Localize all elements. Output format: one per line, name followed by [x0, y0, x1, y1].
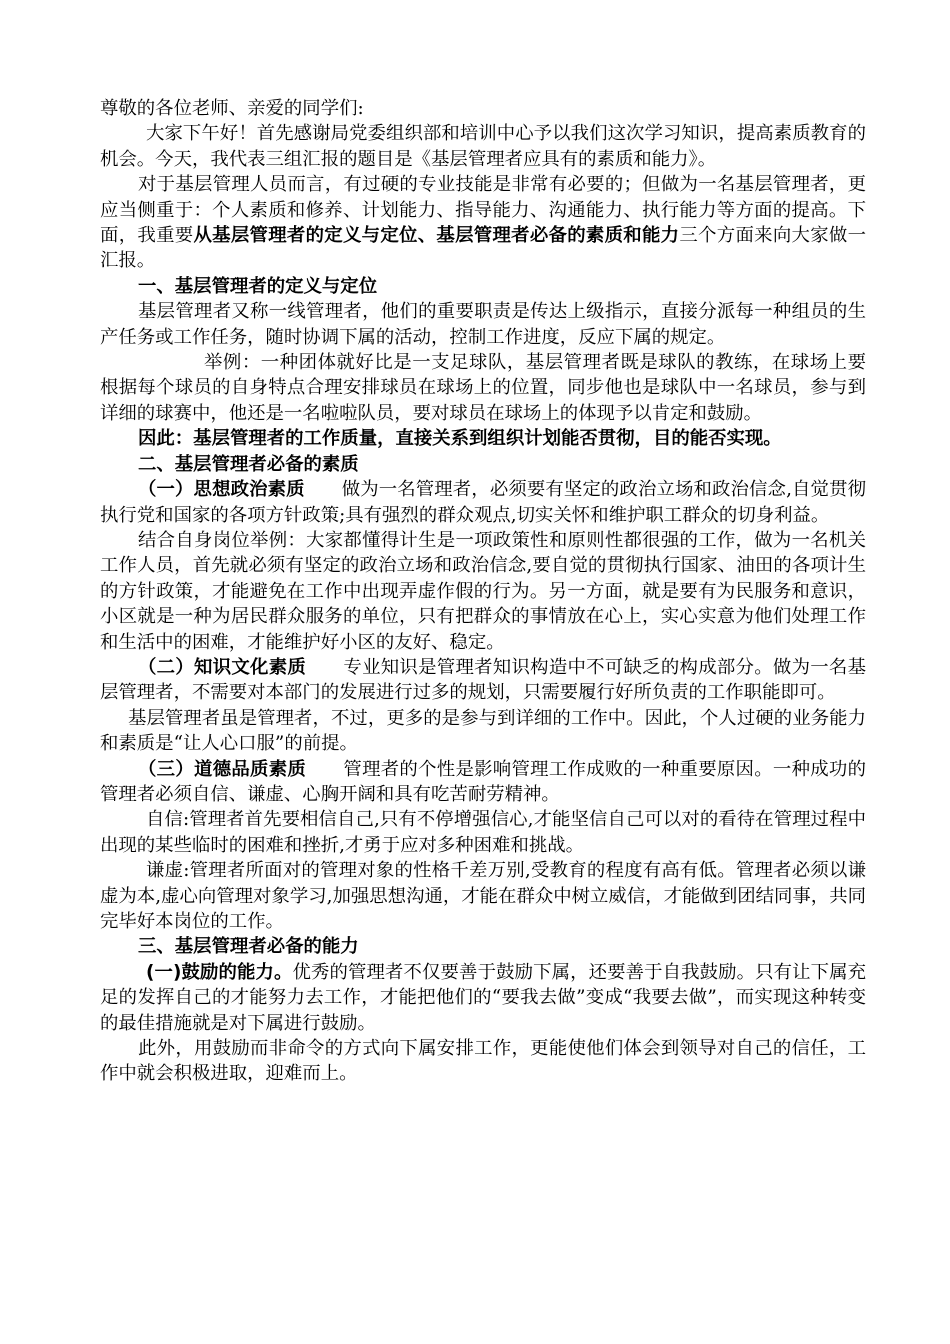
paragraph-modesty: 谦虚:管理者所面对的管理对象的性格千差万别,受教育的程度有高有低。管理者必须以谦虚为本,虚心向管理对象学习,加强思想沟通，才能在群众中树立威信，才能做到团结同事，共同完毕好本岗位的工作。 [100, 860, 866, 932]
paragraph-motivation-ability [100, 960, 866, 1036]
subheading-knowledge: （二）知识文化素质 [138, 656, 307, 678]
political-text: 做为一名管理者，必须要有坚定的政治立场和政治信念,自觉贯彻执行党和国家的各项方针政策;具有强烈的群众观点,切实关怀和维护职工群众的切身利益。 [100, 479, 866, 526]
paragraph-position-example: 结合自身岗位举例：大家都懂得计生是一项政策性和原则性都很强的工作，做为一名机关工作人员，首先就必须有坚定的政治立场和政治信念,要自觉的贯彻执行国家、油田的各项计生的方针政策，才能避免在工作中出现弄虚作假的行为。另一方面，就是要有为民服务和意识，小区就是一种为居民群众服务的单位，只有把群众的事情放在心上，实心实意为他们处理工作和生活中的困难，才能维护好小区的友好、稳定。 [100, 529, 866, 653]
paragraph-example: 举例：一种团体就好比是一支足球队，基层管理者既是球队的教练，在球场上要根据每个球员的自身特点合理安排球员在球场上的位置，同步他也是球队中一名球员，参与到详细的球赛中，他还是一名啦啦队员，要对球员在球场上的体现予以肯定和鼓励。 [100, 352, 866, 424]
paragraph-political-quality [100, 477, 866, 528]
paragraph-confidence: 自信:管理者首先要相信自己,只有不停增强信心,才能坚信自己可以对的看待在管理过程中出现的某些临时的困难和挫折,才勇于应对多种困难和挑战。 [100, 809, 866, 856]
paragraph-motivation-extra: 此外，用鼓励而非命令的方式向下属安排工作，更能使他们体会到领导对自己的信任，工作中就会积极进取，迎难而上。 [100, 1038, 866, 1085]
paragraph-intro: 大家下午好！首先感谢局党委组织部和培训中心予以我们这次学习知识，提高素质教育的机会。今天，我代表三组汇报的题目是《基层管理者应具有的素质和能力》。 [100, 123, 866, 170]
paragraph-conclusion: 因此：基层管理者的工作质量，直接关系到组织计划能否贯彻，目的能否实现。 [138, 428, 782, 450]
overview-bold-text: 从基层管理者的定义与定位、基层管理者必备的素质和能力 [193, 225, 680, 247]
subheading-motivation: (一)鼓励的能力。 [146, 961, 293, 983]
paragraph-knowledge-quality [100, 655, 866, 706]
paragraph-definition: 基层管理者又称一线管理者，他们的重要职责是传达上级指示，直接分派每一种组员的生产任务或工作任务，随时协调下属的活动，控制工作进度，反应下属的规定。 [100, 301, 866, 348]
section-heading-1: 一、基层管理者的定义与定位 [138, 275, 378, 297]
paragraph-participation: 基层管理者虽是管理者，不过，更多的是参与到详细的工作中。因此，个人过硬的业务能力和素质是“让人心口服”的前提。 [100, 707, 866, 755]
document-page [100, 96, 866, 1087]
moral-text: 管理者的个性是影响管理工作成败的一种重要原因。一种成功的管理者必须自信、谦虚、心胸开阔和具有吃苦耐劳精神。 [100, 758, 866, 805]
motivation-text: 优秀的管理者不仅要善于鼓励下属，还要善于自我鼓励。只有让下属充足的发挥自己的才能努力去工作，才能把他们的“要我去做”变成“我要去做”，而实现这种转变的最佳措施就是对下属进行鼓励。 [100, 961, 866, 1034]
knowledge-text: 专业知识是管理者知识构造中不可缺乏的构成部分。做为一名基层管理者，不需要对本部门的发展进行过多的规划，只需要履行好所负责的工作职能即可。 [100, 656, 866, 704]
section-heading-2: 二、基层管理者必备的素质 [138, 453, 359, 475]
greeting: 尊敬的各位老师、亲爱的同学们: [100, 98, 364, 119]
overview-text-a: 对于基层管理人员而言，有过硬的专业技能是非常有必要的；但做为一名基层管理者，更应当侧重于：个人素质和修养、计划能力、指导能力、沟通能力、执行能力等方面的提高。下面，我重要 [100, 174, 866, 247]
subheading-moral: （三）道德品质素质 [138, 758, 307, 780]
overview-text-b: 三个方面来向大家做一汇报。 [100, 225, 866, 272]
section-heading-3: 三、基层管理者必备的能力 [138, 936, 359, 958]
subheading-political: （一）思想政治素质 [138, 479, 305, 501]
paragraph-overview [100, 172, 866, 274]
paragraph-moral-quality [100, 757, 866, 808]
